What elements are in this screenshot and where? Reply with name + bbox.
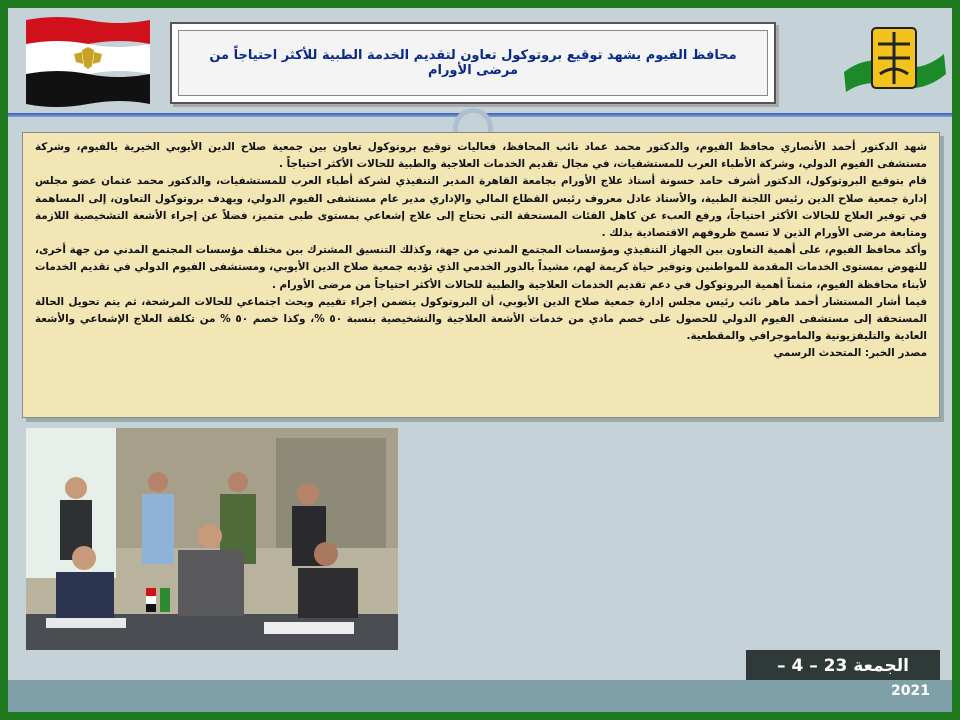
- article-paragraph-1: شهد الدكتور أحمد الأنصاري محافظ الفيوم، والدكتور محمد عماد نائب المحافظ، فعاليات توقيع بروتوكول تعاون بين جمعية صلاح الدين الأيوبي الخيرية بالفيوم، وشركة مستشفى الفيوم الدولي، وشركة الأطباء العرب للمستشفيات، في مجال تقديم الخدمات العلاجية والطبية للحالات الأكثر احتياجاً .: [35, 141, 927, 171]
- fayoum-governorate-logo: [838, 14, 950, 110]
- news-slide: [8, 8, 952, 712]
- headline: محافظ الفيوم يشهد توقيع بروتوكول تعاون لتقديم الخدمة الطبية للأكثر احتياجاً من مرضى الأورام: [209, 48, 737, 78]
- headline-box: [170, 22, 776, 104]
- article-paragraph-4: فيما أشار المستشار أحمد ماهر نائب رئيس مجلس إدارة جمعية صلاح الدين الأيوبي، أن البروتوكول يتضمن إجراء تقييم وبحث اجتماعي للحالات المرشحة، ثم يتم تحويل الحالة المستحقة إلى مستشفى الفيوم الدولي للحصول على خصم مادي من خدمات الأشعة العلاجية والتشخيصية بنسبة ٥٠ %، وكذا خصم ٥٠ % من تكلفة العلاج الإشعاعي والأشعة العادية والتليفزيونية والماموجرافي والمقطعية.: [35, 295, 927, 343]
- article-paragraph-3: وأكد محافظ الفيوم، على أهمية التعاون بين الجهاز التنفيذي ومؤسسات المجتمع المدني من جهة، وكذلك التنسيق المشترك بين مختلف مؤسسات المجتمع المدني من جهة أخرى، للنهوض بمستوى الخدمات المقدمة للمواطنين وتوفير حياة كريمة لهم، مشيداً بالدور الخدمي الذي تؤديه جمعية صلاح الدين الأيوبي، ومستشفى الفيوم الدولي في تقديم الخدمات لأبناء محافظة الفيوم، مثمناً أهمية البروتوكول في دعم تقديم الخدمات العلاجية والطبية للحالات الأكثر احتياجاً من مرضى الأورام .: [35, 244, 927, 291]
- article-box: [22, 132, 940, 418]
- headline-frame: [178, 30, 768, 96]
- year-text: 2021: [891, 683, 930, 699]
- article-source: مصدر الخبر: المتحدث الرسمي: [773, 347, 927, 360]
- date-badge: [744, 648, 942, 684]
- bottom-bar: [8, 680, 952, 712]
- article-paragraph-2: قام بتوقيع البروتوكول، الدكتور أشرف حامد حسونة أستاذ علاج الأورام بجامعة القاهرة المدير التنفيذي لشركة أطباء العرب للمستشفيات، والدكتور محمد عثمان عضو مجلس إدارة جمعية صلاح الدين رئيس اللجنة الطبية، والأستاذ عادل معروف رئيس القطاع المالي والإداري مدير عام مستشفى الفيوم الدولي، ويهدف بروتوكول التعاون، إلى المساهمة في توفير العلاج للحالات الأكثر احتياجاً، ورفع العبء عن كاهل الفئات المستحقة التى تحتاج إلى علاج إشعاعي بمستوى طبى متميز، فضلاً عن إجراء الأشعة التشخيصية اللازمة ومتابعة مرضى الأورام الذين لا تسمح ظروفهم الاقتصادية بذلك .: [35, 175, 927, 240]
- signing-ceremony-photo: [26, 428, 398, 650]
- egypt-flag-image: [22, 14, 154, 110]
- date-text: الجمعة 23 – 4 –: [777, 656, 909, 676]
